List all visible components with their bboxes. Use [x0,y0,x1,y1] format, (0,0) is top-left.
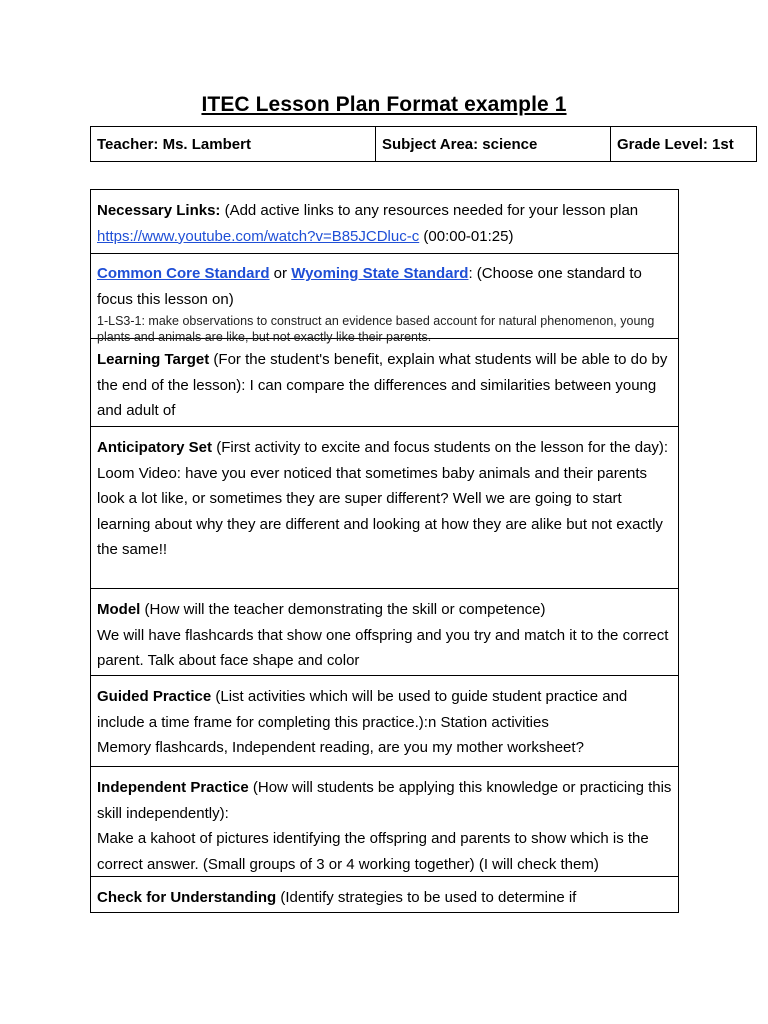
anticipatory-set-row [91,426,678,588]
model-text: (How will the teacher demonstrating the skill or competence) [140,601,546,618]
model-row [91,588,678,675]
video-time-range: (00:00-01:25) [419,227,514,245]
subject-cell: Subject Area: science [375,127,610,161]
independent-practice-text: (How will students be applying this knowledge or practicing this skill independently): [97,779,672,822]
standard-row [91,253,678,344]
model-label: Model [97,601,141,618]
learning-target-row [91,338,678,426]
check-understanding-row [91,876,678,912]
header-table [90,126,757,162]
standard-text: 1-LS3-1: make observations to construct an evidence based account for natural phenomenon, young plants and animals are like, but not exactly like their parents. [97,314,655,344]
necessary-links-row [91,190,678,253]
anticipatory-set-text: (First activity to excite and focus students on the lesson for the day): [212,439,669,456]
guided-practice-label: Guided Practice [97,688,212,705]
independent-practice-label: Independent Practice [97,779,249,796]
necessary-links-label: Necessary Links: [97,202,221,219]
necessary-links-description: (Add active links to any resources needed for your lesson plan [220,202,639,219]
anticipatory-set-body: Loom Video: have you ever noticed that sometimes baby animals and their parents look a lot like, or sometimes they are super different? Well we are going to start learning about why they are different and looking at how they are alike but not exactly the same!! [97,464,663,558]
guided-practice-row [91,675,678,766]
check-understanding-label: Check for Understanding [97,889,277,906]
common-core-standard-link[interactable]: Common Core Standard [97,265,270,282]
wyoming-state-standard-link[interactable]: Wyoming State Standard [291,265,469,282]
model-body: We will have flashcards that show one offspring and you try and match it to the correct parent. Talk about face shape and color [97,626,669,669]
guided-practice-text: (List activities which will be used to guide student practice and include a time frame for completing this practice.):n Station activities [97,688,628,731]
independent-practice-row [91,766,678,876]
document-title: ITEC Lesson Plan Format example 1 [201,93,567,116]
teacher-cell: Teacher: Ms. Lambert [97,136,251,153]
learning-target-label: Learning Target [97,351,210,368]
guided-practice-body: Memory flashcards, Independent reading, are you my mother worksheet? [97,739,584,756]
standard-description: : (Choose one standard to focus this lesson on) [97,265,642,308]
check-understanding-text: (Identify strategies to be used to determine if [276,889,577,906]
standard-or: or [269,265,292,282]
youtube-link[interactable]: https://www.youtube.com/watch?v=B85JCDluc-c [97,227,420,245]
learning-target-text: (For the student's benefit, explain what students will be able to do by the end of the lesson): I can compare the differences and similarities between young and adult of [97,351,668,419]
lesson-plan-table [90,189,679,913]
independent-practice-body: Make a kahoot of pictures identifying the offspring and parents to show which is the correct answer. (Small groups of 3 or 4 working together) (I will check them) [97,830,649,873]
grade-cell: Grade Level: 1st [610,127,756,161]
anticipatory-set-label: Anticipatory Set [97,439,213,456]
